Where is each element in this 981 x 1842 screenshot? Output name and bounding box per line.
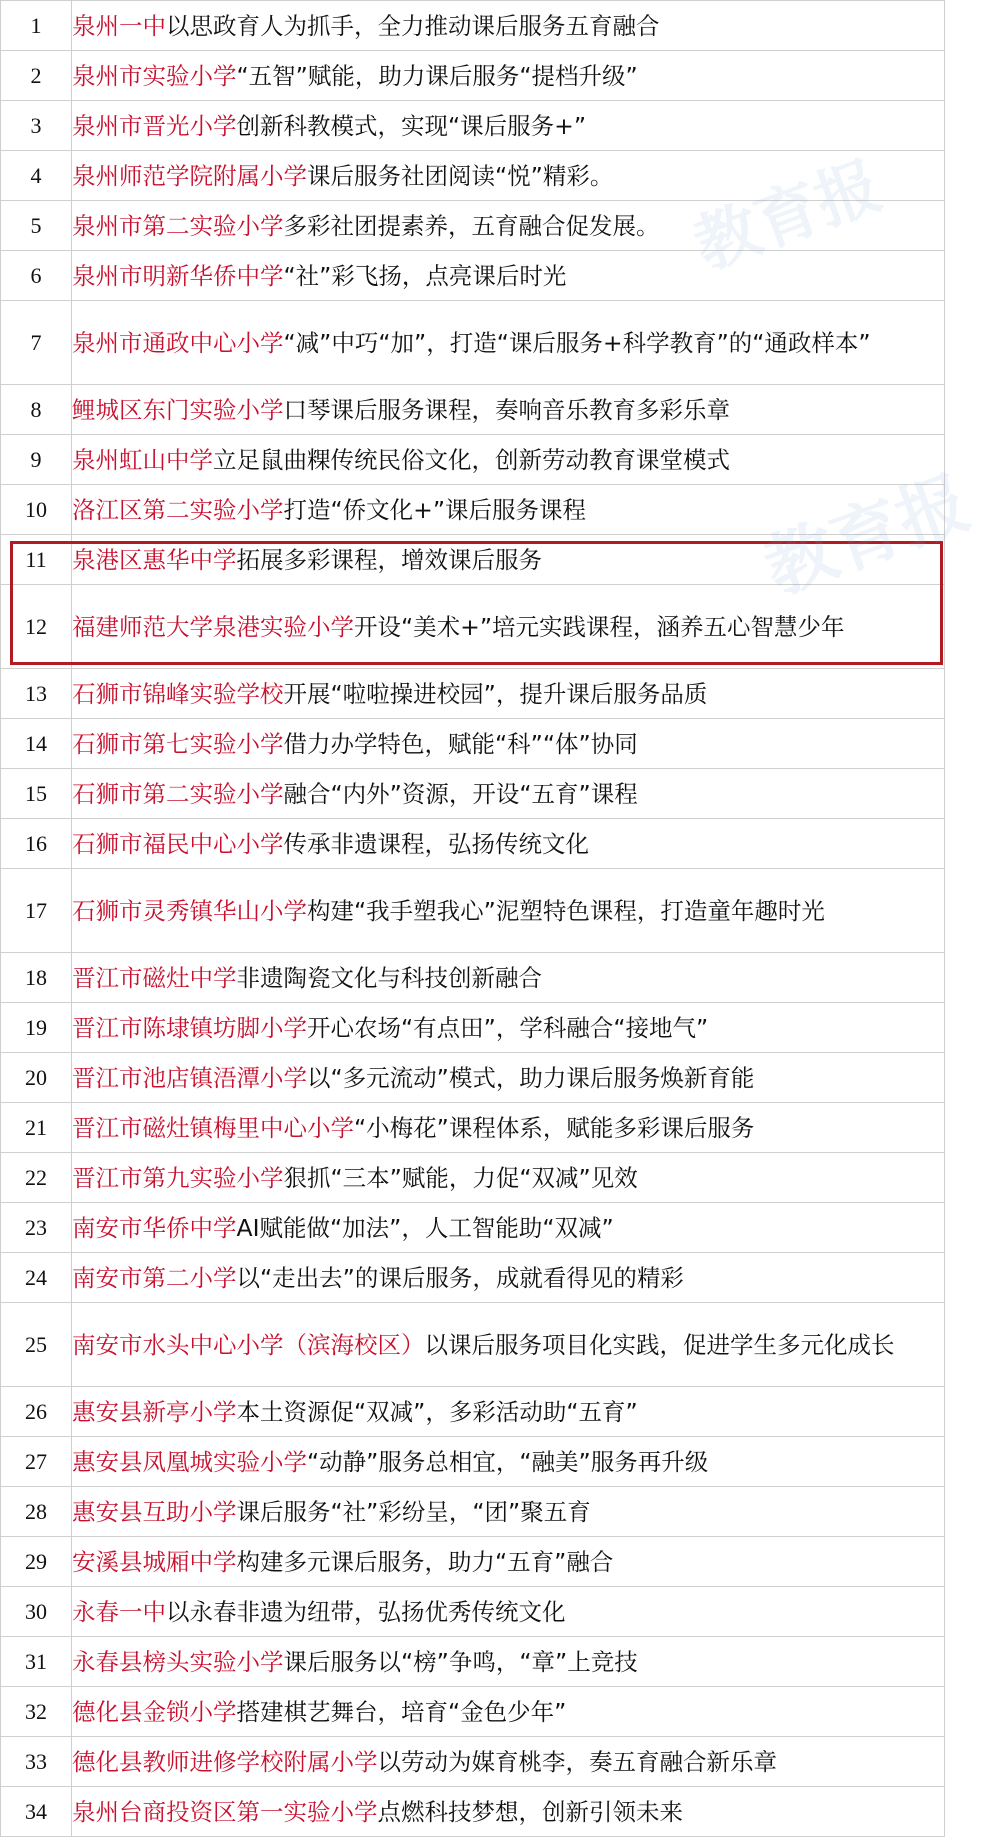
project-title: 构建“我手塑我心”泥塑特色课程，打造童年趣时光 (307, 896, 825, 925)
table-row (1, 1253, 945, 1303)
row-content (72, 1587, 945, 1637)
table-row (1, 1103, 945, 1153)
school-name: 石狮市第七实验小学 (72, 729, 284, 758)
row-number: 9 (1, 435, 72, 485)
project-title: “社”彩飞扬，点亮课后时光 (283, 261, 567, 290)
school-name: 南安市第二小学 (72, 1263, 237, 1292)
row-number: 24 (1, 1253, 72, 1303)
project-title: 以思政育人为抓手，全力推动课后服务五育融合 (166, 11, 660, 40)
row-number: 31 (1, 1637, 72, 1687)
project-title: 开心农场“有点田”，学科融合“接地气” (307, 1013, 709, 1042)
project-title: 融合“内外”资源，开设“五育”课程 (283, 779, 638, 808)
project-title: 课后服务社团阅读“悦”精彩。 (307, 161, 614, 190)
row-content (72, 1303, 945, 1387)
school-name: 石狮市福民中心小学 (72, 829, 284, 858)
table-row (1, 1737, 945, 1787)
row-content (72, 819, 945, 869)
row-number: 34 (1, 1787, 72, 1837)
project-title: 打造“侨文化+”课后服务课程 (283, 495, 587, 524)
school-name: 泉州台商投资区第一实验小学 (72, 1797, 378, 1826)
table-row (1, 1053, 945, 1103)
school-name: 泉州市晋光小学 (72, 111, 237, 140)
row-number: 23 (1, 1203, 72, 1253)
row-number: 29 (1, 1537, 72, 1587)
school-name: 福建师范大学泉港实验小学 (72, 612, 354, 641)
row-number: 27 (1, 1437, 72, 1487)
row-number: 25 (1, 1303, 72, 1387)
row-content (72, 151, 945, 201)
row-content (72, 1103, 945, 1153)
row-content (72, 301, 945, 385)
row-number: 33 (1, 1737, 72, 1787)
row-number: 8 (1, 385, 72, 435)
table-row (1, 1303, 945, 1387)
row-number: 19 (1, 1003, 72, 1053)
project-title: “减”中巧“加”，打造“课后服务+科学教育”的“通政样本” (283, 328, 871, 357)
school-name: 南安市华侨中学 (72, 1213, 237, 1242)
row-number: 5 (1, 201, 72, 251)
project-title: 以劳动为媒育桃李，奏五育融合新乐章 (377, 1747, 777, 1776)
row-content (72, 869, 945, 953)
table-row (1, 1587, 945, 1637)
row-number: 21 (1, 1103, 72, 1153)
row-content (72, 1003, 945, 1053)
watermark-logo: 教育报 (753, 460, 980, 611)
table-row (1, 585, 945, 669)
school-name: 永春县榜头实验小学 (72, 1647, 284, 1676)
table-row (1, 1687, 945, 1737)
row-content (72, 1437, 945, 1487)
row-number: 28 (1, 1487, 72, 1537)
table-row (1, 1003, 945, 1053)
project-title: AI赋能做“加法”，人工智能助“双减” (236, 1213, 614, 1242)
table-row (1, 1487, 945, 1537)
watermark-logo: 教育报 (684, 148, 891, 285)
row-content (72, 1487, 945, 1537)
school-name: 惠安县凤凰城实验小学 (72, 1447, 307, 1476)
table-row (1, 669, 945, 719)
school-name: 石狮市第二实验小学 (72, 779, 284, 808)
row-content (72, 1787, 945, 1837)
table-row (1, 51, 945, 101)
project-title: 点燃科技梦想，创新引领未来 (377, 1797, 683, 1826)
table-row (1, 719, 945, 769)
row-content (72, 585, 945, 669)
row-number: 7 (1, 301, 72, 385)
row-content (72, 669, 945, 719)
school-name: 泉州一中 (72, 11, 166, 40)
row-content (72, 1203, 945, 1253)
table-row (1, 1387, 945, 1437)
row-content (72, 435, 945, 485)
table-row (1, 201, 945, 251)
table-row (1, 1537, 945, 1587)
row-number: 20 (1, 1053, 72, 1103)
project-title: 开展“啦啦操进校园”，提升课后服务品质 (283, 679, 708, 708)
table-row (1, 251, 945, 301)
school-name: 安溪县城厢中学 (72, 1547, 237, 1576)
row-content (72, 1, 945, 51)
row-number: 30 (1, 1587, 72, 1637)
row-content (72, 1253, 945, 1303)
table-row (1, 101, 945, 151)
school-name: 晋江市第九实验小学 (72, 1163, 284, 1192)
table-row (1, 1153, 945, 1203)
row-content (72, 953, 945, 1003)
school-name: 德化县金锁小学 (72, 1697, 237, 1726)
table-row (1, 435, 945, 485)
project-title: 构建多元课后服务，助力“五育”融合 (236, 1547, 614, 1576)
school-name: 惠安县互助小学 (72, 1497, 237, 1526)
row-content (72, 719, 945, 769)
table-row (1, 953, 945, 1003)
row-number: 1 (1, 1, 72, 51)
row-number: 13 (1, 669, 72, 719)
project-title: 课后服务以“榜”争鸣，“章”上竞技 (283, 1647, 638, 1676)
school-name: 晋江市池店镇浯潭小学 (72, 1063, 307, 1092)
row-number: 3 (1, 101, 72, 151)
school-name: 泉州市通政中心小学 (72, 328, 284, 357)
row-number: 10 (1, 485, 72, 535)
project-title: “小梅花”课程体系，赋能多彩课后服务 (354, 1113, 755, 1142)
school-name: 永春一中 (72, 1597, 166, 1626)
table-row (1, 869, 945, 953)
row-number: 32 (1, 1687, 72, 1737)
project-title: 口琴课后服务课程，奏响音乐教育多彩乐章 (283, 395, 730, 424)
table-row (1, 1437, 945, 1487)
school-name: 石狮市灵秀镇华山小学 (72, 896, 307, 925)
table-row (1, 535, 945, 585)
row-content (72, 1153, 945, 1203)
table-row (1, 385, 945, 435)
school-name: 泉港区惠华中学 (72, 545, 237, 574)
row-number: 16 (1, 819, 72, 869)
school-name: 泉州市第二实验小学 (72, 211, 284, 240)
row-number: 2 (1, 51, 72, 101)
table-row (1, 1637, 945, 1687)
row-content (72, 485, 945, 535)
table-row (1, 1203, 945, 1253)
row-number: 14 (1, 719, 72, 769)
school-name: 石狮市锦峰实验学校 (72, 679, 284, 708)
school-name: 惠安县新亭小学 (72, 1397, 237, 1426)
row-number: 12 (1, 585, 72, 669)
row-number: 17 (1, 869, 72, 953)
school-name: 晋江市磁灶镇梅里中心小学 (72, 1113, 354, 1142)
row-content (72, 1387, 945, 1437)
school-name: 泉州师范学院附属小学 (72, 161, 307, 190)
project-title: 课后服务“社”彩纷呈，“团”聚五育 (236, 1497, 591, 1526)
table-row (1, 1, 945, 51)
row-content (72, 51, 945, 101)
school-name: 晋江市磁灶中学 (72, 963, 237, 992)
school-name: 泉州市实验小学 (72, 61, 237, 90)
row-content (72, 769, 945, 819)
row-content (72, 1537, 945, 1587)
table-row (1, 485, 945, 535)
row-number: 6 (1, 251, 72, 301)
project-title: 多彩社团提素养，五育融合促发展。 (283, 211, 660, 240)
project-title: 传承非遗课程，弘扬传统文化 (283, 829, 589, 858)
row-content (72, 1637, 945, 1687)
project-title: 狠抓“三本”赋能，力促“双减”见效 (283, 1163, 638, 1192)
table-row (1, 301, 945, 385)
row-number: 22 (1, 1153, 72, 1203)
project-title: 以永春非遗为纽带，弘扬优秀传统文化 (166, 1597, 566, 1626)
row-content (72, 101, 945, 151)
school-list-body (1, 1, 945, 1837)
project-title: 借力办学特色，赋能“科”“体”协同 (283, 729, 638, 758)
row-content (72, 201, 945, 251)
row-number: 15 (1, 769, 72, 819)
school-name: 泉州市明新华侨中学 (72, 261, 284, 290)
project-title: 搭建棋艺舞台，培育“金色少年” (236, 1697, 567, 1726)
school-name: 鲤城区东门实验小学 (72, 395, 284, 424)
row-content (72, 1053, 945, 1103)
project-title: 立足鼠曲粿传统民俗文化，创新劳动教育课堂模式 (213, 445, 730, 474)
row-content (72, 385, 945, 435)
table-row (1, 151, 945, 201)
row-number: 26 (1, 1387, 72, 1437)
school-name: 德化县教师进修学校附属小学 (72, 1747, 378, 1776)
school-name: 泉州虹山中学 (72, 445, 213, 474)
project-title: “动静”服务总相宜，“融美”服务再升级 (307, 1447, 709, 1476)
project-title: 开设“美术+”培元实践课程，涵养五心智慧少年 (354, 612, 845, 641)
school-name: 南安市水头中心小学（滨海校区） (72, 1330, 425, 1359)
school-name: 洛江区第二实验小学 (72, 495, 284, 524)
row-content (72, 535, 945, 585)
school-name: 晋江市陈埭镇坊脚小学 (72, 1013, 307, 1042)
table-row (1, 1787, 945, 1837)
project-title: 拓展多彩课程，增效课后服务 (236, 545, 542, 574)
table-row (1, 769, 945, 819)
project-title: 以“走出去”的课后服务，成就看得见的精彩 (236, 1263, 684, 1292)
project-title: 非遗陶瓷文化与科技创新融合 (236, 963, 542, 992)
project-title: 创新科教模式，实现“课后服务+” (236, 111, 587, 140)
row-number: 4 (1, 151, 72, 201)
project-title: 本土资源促“双减”，多彩活动助“五育” (236, 1397, 638, 1426)
project-title: 以课后服务项目化实践，促进学生多元化成长 (424, 1330, 895, 1359)
table-row (1, 819, 945, 869)
row-content (72, 1737, 945, 1787)
row-number: 11 (1, 535, 72, 585)
row-number: 18 (1, 953, 72, 1003)
row-content (72, 1687, 945, 1737)
project-title: 以“多元流动”模式，助力课后服务焕新育能 (307, 1063, 755, 1092)
project-title: “五智”赋能，助力课后服务“提档升级” (236, 61, 638, 90)
row-content (72, 251, 945, 301)
